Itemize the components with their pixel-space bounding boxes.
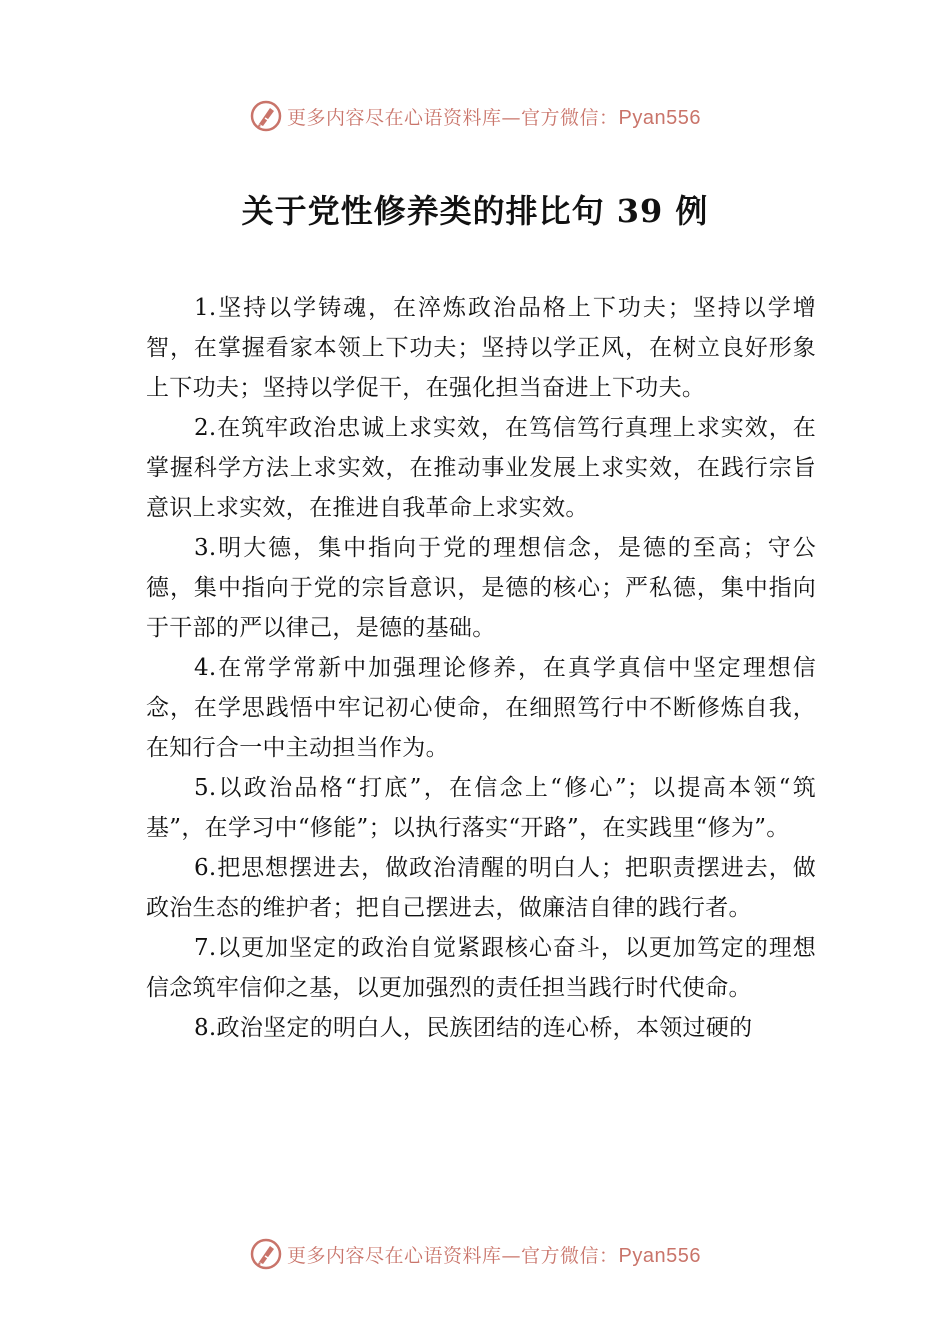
paragraph: 2.在筑牢政治忠诚上求实效，在笃信笃行真理上求实效，在掌握科学方法上求实效，在推动事业发展上求实效，在践行宗旨意识上求实效，在推进自我革命上求实效。 [146,415,816,521]
banner-message: 更多内容尽在心语资料库—官方微信： [287,1244,619,1267]
paragraph: 3.明大德，集中指向于党的理想信念，是德的至高；守公德，集中指向于党的宗旨意识，是德的核心；严私德，集中指向于干部的严以律己，是德的基础。 [146,535,816,641]
wechat-id: Pyan556 [618,106,701,129]
paragraph: 1.坚持以学铸魂，在淬炼政治品格上下功夫；坚持以学增智，在掌握看家本领上下功夫；坚持以学正风，在树立良好形象上下功夫；坚持以学促干，在强化担当奋进上下功夫。 [146,295,816,401]
wechat-id: Pyan556 [618,1244,701,1267]
paragraph: 6.把思想摆进去，做政治清醒的明白人；把职责摆进去，做政治生态的维护者；把自己摆进去，做廉洁自律的践行者。 [146,855,816,921]
pen-nib-circle-icon [249,1237,283,1271]
banner-text [287,103,701,130]
paragraph: 7.以更加坚定的政治自觉紧跟核心奋斗，以更加笃定的理想信念筑牢信仰之基，以更加强烈的责任担当践行时代使命。 [146,935,816,1001]
paragraph: 8.政治坚定的明白人，民族团结的连心桥，本领过硬的 [194,1015,753,1041]
header-banner [0,96,950,136]
document-title: 关于党性修养类的排比句 39 例 [241,192,709,230]
paragraph: 5.以政治品格“打底”，在信念上“修心”；以提高本领“筑基”，在学习中“修能”；以执行落实“开路”，在实践里“修为”。 [146,775,816,841]
document-body [146,288,816,1048]
banner-text [287,1241,701,1268]
pen-nib-circle-icon [249,99,283,133]
paragraph: 4.在常学常新中加强理论修养，在真学真信中坚定理想信念，在学思践悟中牢记初心使命，在细照笃行中不断修炼自我，在知行合一中主动担当作为。 [146,655,816,761]
banner-message: 更多内容尽在心语资料库—官方微信： [287,106,619,129]
footer-banner [0,1234,950,1274]
